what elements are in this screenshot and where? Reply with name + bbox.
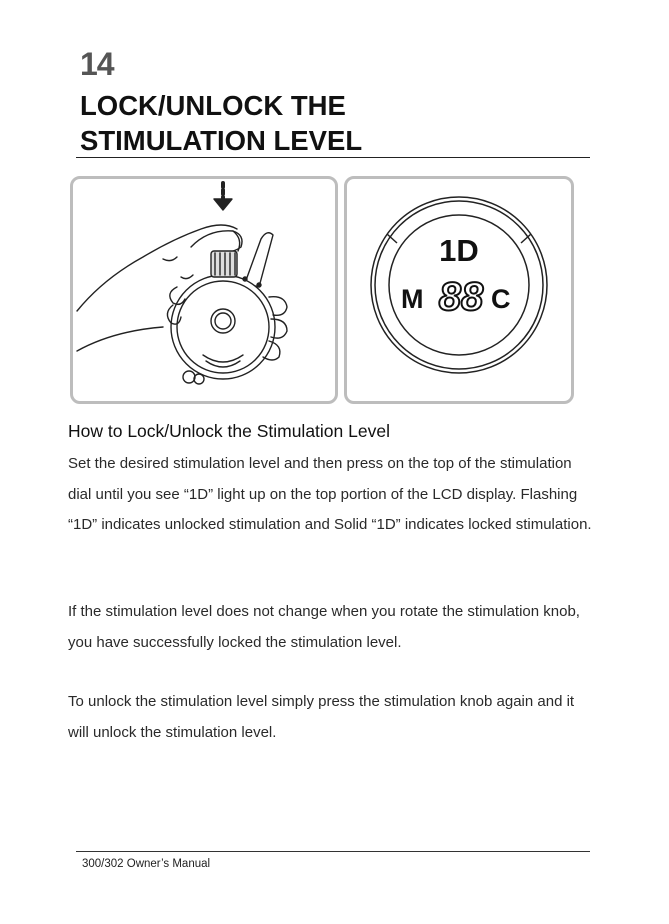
page-title-line-1: LOCK/UNLOCK THE [80,90,346,121]
lcd-mode-letter: M [401,284,424,314]
lcd-suffix-letter: C [491,284,511,314]
lcd-display-illustration [347,179,571,401]
paragraph-unlock-instructions: To unlock the stimulation level simply press the stimulation knob again and it will unlock the stimulation level. [68,693,575,741]
lcd-digits: 88 [438,275,484,319]
page-title [80,88,362,158]
footer-manual-name: 300/302 Owner’s Manual [82,858,211,870]
footer-divider [76,851,590,852]
lcd-top-indicator: 1D [439,233,479,268]
page-title-line-2: STIMULATION LEVEL [80,125,363,156]
transmitter-illustration-panel [70,176,338,404]
paragraph-lock-instructions: Set the desired stimulation level and then press on the top of the stimulation dial until you see “1D” light up on the top portion of the LCD display. Flashing “1D” indicates unlocked stimulation and Solid “1D” indicates locked stimulation. [68,455,592,533]
paragraph-lock-confirmation: If the stimulation level does not change when you rotate the stimulation knob, you have successfully locked the stimulation level. [68,603,580,651]
title-divider [76,157,590,158]
chapter-number: 14 [80,46,114,82]
press-down-arrow-icon [214,183,232,210]
hand-pressing-knob-illustration [73,179,335,401]
section-heading: How to Lock/Unlock the Stimulation Level [68,421,390,441]
lcd-illustration-panel [344,176,574,404]
